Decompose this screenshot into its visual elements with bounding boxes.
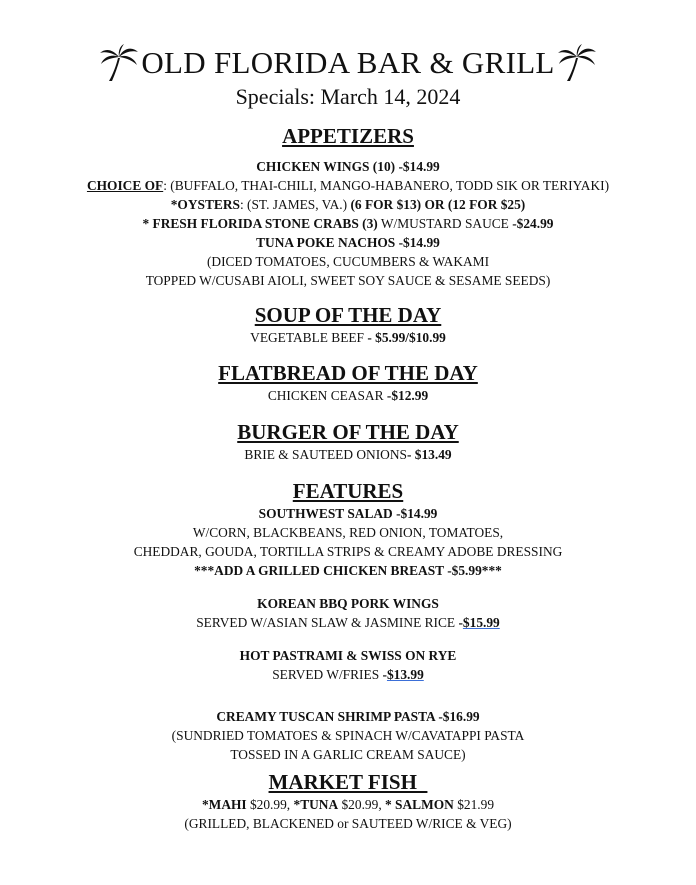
section-heading: SOUP OF THE DAY xyxy=(254,303,442,327)
section-heading: BURGER OF THE DAY xyxy=(237,420,459,444)
menu-item: CHICKEN CEASAR -$12.99 xyxy=(267,388,429,403)
features-section xyxy=(0,478,696,764)
item-description: SERVED W/ASIAN SLAW & JASMINE RICE -$15.99 xyxy=(196,615,500,630)
item-description: TOSSED IN A GARLIC CREAM SAUCE) xyxy=(230,747,466,762)
market-fish-section xyxy=(0,769,696,833)
fish-prices: *MAHI $20.99, *TUNA $20.99, * SALMON $21.99 xyxy=(201,797,495,812)
menu-item: CHICKEN WINGS (10) -$14.99 xyxy=(256,159,440,174)
section-heading: FLATBREAD OF THE DAY xyxy=(218,361,478,385)
page-subtitle: Specials: March 14, 2024 xyxy=(235,84,461,109)
menu-item: BRIE & SAUTEED ONIONS- $13.49 xyxy=(244,447,452,462)
header xyxy=(0,44,696,82)
item-description: CHEDDAR, GOUDA, TORTILLA STRIPS & CREAMY ADOBE DRESSING xyxy=(133,544,563,559)
menu-item: SOUTHWEST SALAD -$14.99 xyxy=(258,506,438,521)
menu-item: HOT PASTRAMI & SWISS ON RYE xyxy=(239,648,457,663)
item-description: (GRILLED, BLACKENED or SAUTEED W/RICE & VEG) xyxy=(184,816,512,831)
item-description: TOPPED W/CUSABI AIOLI, SWEET SOY SAUCE & SESAME SEEDS) xyxy=(145,273,551,288)
page-title: OLD FLORIDA BAR & GRILL xyxy=(141,45,555,80)
section-heading: MARKET FISH xyxy=(268,770,428,794)
appetizers-section xyxy=(0,123,696,290)
item-addon: ***ADD A GRILLED CHICKEN BREAST -$5.99*** xyxy=(194,563,502,578)
soup-section xyxy=(0,302,696,347)
menu-item: VEGETABLE BEEF - $5.99/$10.99 xyxy=(250,330,446,345)
burger-section xyxy=(0,419,696,464)
palm-tree-icon xyxy=(99,44,139,82)
item-description: (SUNDRIED TOMATOES & SPINACH W/CAVATAPPI PASTA xyxy=(171,728,525,743)
menu-item: CREAMY TUSCAN SHRIMP PASTA -$16.99 xyxy=(216,709,480,724)
item-description: (DICED TOMATOES, CUCUMBERS & WAKAMI xyxy=(206,254,490,269)
menu-item: TUNA POKE NACHOS -$14.99 xyxy=(256,235,440,250)
menu-item: * FRESH FLORIDA STONE CRABS (3) W/MUSTARD SAUCE -$24.99 xyxy=(142,216,554,231)
item-description: SERVED W/FRIES -$13.99 xyxy=(272,667,424,682)
section-heading: FEATURES xyxy=(292,479,404,503)
flatbread-section xyxy=(0,360,696,405)
menu-item: *OYSTERS: (ST. JAMES, VA.) (6 FOR $13) OR (12 FOR $25) xyxy=(170,197,526,212)
palm-tree-icon xyxy=(557,44,597,82)
wing-sauce-choices: CHOICE OF: (BUFFALO, THAI-CHILI, MANGO-HABANERO, TODD SIK OR TERIYAKI) xyxy=(86,178,610,193)
section-heading: APPETIZERS xyxy=(282,124,414,148)
item-description: W/CORN, BLACKBEANS, RED ONION, TOMATOES, xyxy=(192,525,504,540)
menu-item: KOREAN BBQ PORK WINGS xyxy=(257,596,439,611)
